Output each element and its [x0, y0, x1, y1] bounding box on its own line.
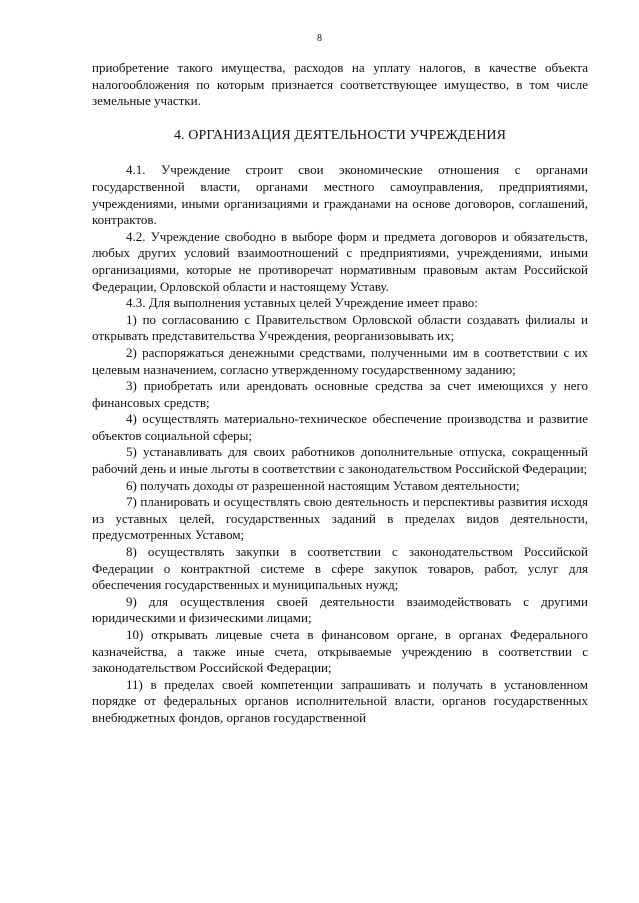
right-item-11: 11) в пределах своей компетенции запрашивать и получать в установленном порядке от федеральных органов исполнительной власти, органов государственных внебюджетных фондов, органов государственной	[92, 676, 588, 725]
document-body	[92, 60, 588, 727]
right-item-3: 3) приобретать или арендовать основные средства за счет имеющихся у него финансовых средств;	[92, 378, 588, 410]
right-item-6: 6) получать доходы от разрешенной настоящим Уставом деятельности;	[126, 477, 520, 493]
intro-paragraph: приобретение такого имущества, расходов на уплату налогов, в качестве объекта налогообложения по которым признается соответствующее имущество, в том числе земельные участки.	[92, 60, 588, 109]
right-item-5: 5) устанавливать для своих работников дополнительные отпуска, сокращенный рабочий день и иные льготы в соответствии с законодательством Российской Федерации;	[92, 444, 588, 477]
right-item-9: 9) для осуществления своей деятельности взаимодействовать с другими юридическими и физическими лицами;	[92, 593, 588, 626]
right-item-7: 7) планировать и осуществлять свою деятельность и перспективы развития исходя из уставных целей, государственных заданий в пределах видов деятельности, предусмотренных Уставом;	[92, 494, 588, 543]
page-number: 8	[317, 33, 322, 44]
section-title: 4. ОРГАНИЗАЦИЯ ДЕЯТЕЛЬНОСТИ УЧРЕЖДЕНИЯ	[173, 127, 507, 143]
right-item-4: 4) осуществлять материально-техническое обеспечение производства и развитие объектов социальной сферы;	[92, 411, 588, 443]
paragraph-4-2: 4.2. Учреждение свободно в выборе форм и предмета договоров и обязательств, любых других условий взаимоотношений с предприятиями, учреждениями, иными организациями, которые не противоречат нормативным правовым актам Российской Федерации, Орловской области и настоящему Уставу.	[92, 228, 588, 294]
right-item-10: 10) открывать лицевые счета в финансовом органе, в органах Федерального казначейства, а также иные счета, открываемые учреждению в соответствии с законодательством Российской Федерации;	[92, 627, 588, 676]
right-item-2: 2) распоряжаться денежными средствами, полученными им в соответствии с их целевым назначением, согласно утвержденному государственному заданию;	[92, 344, 588, 377]
right-item-8: 8) осуществлять закупки в соответствии с законодательством Российской Федерации о контрактной системе в сфере закупок товаров, работ, услуг для обеспечения государственных и муниципальных нужд;	[92, 544, 588, 593]
paragraph-4-1: 4.1. Учреждение строит свои экономические отношения с органами государственной власти, органами местного самоуправления, предприятиями, учреждениями, иными организациями и гражданами на основе договоров, соглашений, контрактов.	[92, 162, 588, 228]
right-item-1: 1) по согласованию с Правительством Орловской области создавать филиалы и открывать представительства Учреждения, реорганизовывать их;	[92, 311, 588, 344]
paragraph-4-3: 4.3. Для выполнения уставных целей Учреждение имеет право:	[126, 295, 478, 311]
